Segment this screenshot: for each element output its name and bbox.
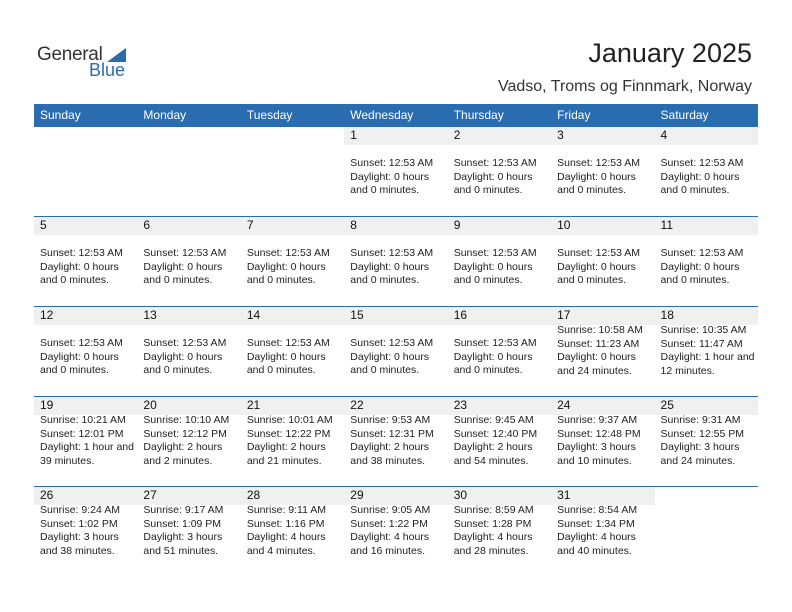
- daylight-duration: and 0 minutes.: [350, 184, 420, 196]
- day-number: 10: [557, 218, 571, 232]
- calendar-day-cell: [448, 127, 551, 216]
- calendar-day-cell: [137, 397, 240, 486]
- logo-word-blue: Blue: [89, 60, 126, 80]
- daylight-duration: Daylight: 2 hours: [350, 441, 430, 453]
- day-sun-info: [143, 337, 226, 378]
- daylight-duration: and 0 minutes.: [350, 274, 420, 286]
- calendar-week-row: [34, 486, 758, 576]
- day-number: 8: [350, 218, 357, 232]
- sunset-time: Sunset: 12:31 PM: [350, 427, 434, 440]
- day-number: 30: [453, 488, 468, 502]
- calendar-day-cell: [34, 127, 137, 216]
- calendar-day-cell: [137, 127, 240, 216]
- sunrise-time: Sunrise: 9:11 AM: [246, 504, 327, 516]
- day-sun-info: [557, 157, 640, 198]
- day-sun-info: [350, 157, 433, 198]
- daylight-duration: Daylight: 0 hours: [143, 350, 223, 363]
- day-sun-info: [143, 414, 229, 468]
- day-number-strip: [344, 217, 447, 235]
- daylight-duration: and 0 minutes.: [246, 364, 316, 376]
- daylight-duration: Daylight: 2 hours: [143, 441, 223, 453]
- sunset-time: Sunset: 11:23 AM: [557, 337, 640, 350]
- day-sun-info: [557, 324, 643, 378]
- day-number: 5: [40, 218, 47, 232]
- daylight-duration: and 28 minutes.: [453, 544, 529, 557]
- day-number-strip: [241, 217, 344, 235]
- sunrise-time: Sunrise: 9:45 AM: [453, 414, 534, 426]
- location-subtitle: Vadso, Troms og Finnmark, Norway: [497, 78, 752, 95]
- day-sun-info: [40, 337, 123, 378]
- calendar-day-cell: [655, 397, 758, 486]
- daylight-duration: Daylight: 0 hours: [660, 170, 740, 183]
- calendar-day-cell: [137, 487, 240, 576]
- daylight-duration: and 38 minutes.: [40, 544, 115, 557]
- calendar-day-cell: [344, 307, 447, 396]
- calendar-day-cell: [241, 217, 344, 306]
- day-number: 6: [143, 218, 151, 232]
- sunrise-time: Sunrise: 10:58 AM: [557, 324, 643, 336]
- calendar-day-cell: [551, 307, 654, 396]
- sunrise-time: Sunrise: 8:59 AM: [453, 504, 534, 516]
- sunrise-time: Sunrise: 9:37 AM: [557, 414, 638, 426]
- daylight-duration: Daylight: 0 hours: [40, 260, 119, 273]
- calendar-day-cell: [448, 307, 551, 396]
- sunrise-time: Sunrise: 9:17 AM: [143, 504, 224, 516]
- day-sun-info: [350, 337, 433, 378]
- sunset-time: Sunset: 12:12 PM: [143, 427, 227, 440]
- day-number-strip: [551, 127, 654, 145]
- calendar-day-cell: [551, 397, 654, 486]
- daylight-duration: and 4 minutes.: [246, 544, 316, 557]
- daylight-duration: Daylight: 2 hours: [453, 441, 533, 453]
- day-sun-info: [661, 247, 744, 288]
- daylight-duration: and 21 minutes.: [246, 454, 322, 467]
- daylight-duration: and 10 minutes.: [557, 454, 632, 467]
- daylight-duration: Daylight: 0 hours: [453, 260, 533, 273]
- calendar-day-cell: [241, 307, 344, 396]
- sunset-time: Sunset: 12:53 AM: [40, 337, 123, 349]
- sunset-time: Sunset: 12:53 AM: [143, 337, 227, 349]
- day-sun-info: [247, 337, 330, 378]
- day-number: 27: [143, 488, 157, 502]
- sunset-time: Sunset: 1:34 PM: [557, 517, 635, 530]
- daylight-duration: Daylight: 0 hours: [557, 260, 636, 273]
- calendar-day-cell: [241, 487, 344, 576]
- daylight-duration: and 0 minutes.: [246, 274, 316, 286]
- daylight-duration: Daylight: 1 hour and: [660, 351, 755, 363]
- day-number: 19: [40, 398, 54, 412]
- calendar-day-cell: [655, 307, 758, 396]
- sunrise-time: Sunrise: 10:35 AM: [660, 324, 747, 336]
- calendar-day-cell: [448, 397, 551, 486]
- sunset-time: Sunset: 12:53 AM: [660, 247, 744, 259]
- weekday-header: [34, 104, 758, 126]
- sunset-time: Sunset: 12:48 PM: [557, 427, 641, 440]
- calendar-day-cell: [344, 217, 447, 306]
- sunrise-time: Sunrise: 10:21 AM: [40, 414, 126, 426]
- calendar-week-row: [34, 396, 758, 486]
- daylight-duration: and 16 minutes.: [350, 544, 425, 557]
- day-sun-info: [143, 504, 223, 558]
- calendar-day-cell: [34, 487, 137, 576]
- day-sun-info: [350, 247, 433, 288]
- day-sun-info: [350, 414, 433, 468]
- day-number: 1: [350, 128, 357, 142]
- day-number: 26: [40, 488, 54, 502]
- sunset-time: Sunset: 1:02 PM: [40, 517, 118, 530]
- day-number: 2: [453, 128, 461, 142]
- day-sun-info: [143, 247, 226, 288]
- day-sun-info: [661, 414, 744, 468]
- weekday-monday: Monday: [143, 108, 187, 122]
- day-number: 17: [557, 308, 571, 322]
- sunset-time: Sunset: 12:55 PM: [660, 427, 744, 440]
- daylight-duration: and 24 minutes.: [660, 454, 736, 467]
- daylight-duration: and 0 minutes.: [660, 274, 730, 286]
- daylight-duration: Daylight: 0 hours: [660, 260, 740, 273]
- day-number: 21: [246, 398, 261, 412]
- sunset-time: Sunset: 12:53 AM: [557, 157, 640, 169]
- daylight-duration: and 0 minutes.: [557, 274, 626, 286]
- day-sun-info: [40, 504, 120, 558]
- day-number: 15: [350, 308, 364, 322]
- day-number: 28: [246, 488, 261, 502]
- day-sun-info: [40, 247, 123, 288]
- day-sun-info: [247, 414, 333, 468]
- daylight-duration: Daylight: 0 hours: [557, 170, 636, 183]
- daylight-duration: and 0 minutes.: [143, 274, 213, 286]
- weekday-sunday: Sunday: [40, 108, 81, 122]
- calendar-day-cell: [551, 487, 654, 576]
- daylight-duration: Daylight: 0 hours: [246, 260, 326, 273]
- brand-logo: [37, 44, 137, 80]
- sunset-time: Sunset: 12:53 AM: [453, 157, 537, 169]
- sunset-time: Sunset: 12:53 AM: [350, 247, 434, 259]
- day-number: 13: [143, 308, 157, 322]
- sunrise-time: Sunrise: 9:53 AM: [350, 414, 431, 426]
- calendar-week-row: [34, 126, 758, 216]
- daylight-duration: Daylight: 2 hours: [246, 441, 326, 453]
- day-number-strip: [448, 127, 551, 145]
- sunset-time: Sunset: 12:53 AM: [40, 247, 123, 259]
- logo-word-general: General: [37, 44, 103, 65]
- weekday-wednesday: Wednesday: [350, 108, 414, 122]
- daylight-duration: Daylight: 0 hours: [40, 350, 119, 363]
- calendar-day-cell: [344, 397, 447, 486]
- sunrise-time: Sunrise: 9:05 AM: [350, 504, 431, 516]
- page-title: January 2025: [588, 38, 752, 68]
- day-sun-info: [454, 247, 537, 288]
- daylight-duration: Daylight: 0 hours: [350, 350, 430, 363]
- daylight-duration: Daylight: 3 hours: [660, 441, 740, 453]
- sunset-time: Sunset: 1:16 PM: [246, 517, 325, 530]
- day-number-strip: [137, 217, 240, 235]
- daylight-duration: Daylight: 4 hours: [350, 531, 430, 543]
- day-number: 3: [557, 128, 564, 142]
- daylight-duration: and 24 minutes.: [557, 364, 632, 377]
- daylight-duration: and 0 minutes.: [557, 184, 626, 196]
- day-sun-info: [247, 504, 326, 558]
- day-number: 25: [660, 398, 674, 412]
- day-sun-info: [454, 337, 537, 378]
- daylight-duration: and 0 minutes.: [350, 364, 420, 376]
- daylight-duration: Daylight: 3 hours: [40, 531, 119, 543]
- weekday-tuesday: Tuesday: [246, 108, 293, 122]
- daylight-duration: Daylight: 3 hours: [557, 441, 636, 453]
- calendar-day-cell: [34, 217, 137, 306]
- day-number: 14: [246, 308, 261, 322]
- calendar-day-cell: [448, 487, 551, 576]
- sunset-time: Sunset: 11:47 AM: [660, 337, 743, 350]
- day-number-strip: [34, 217, 137, 235]
- daylight-duration: Daylight: 1 hour and: [40, 441, 134, 453]
- calendar-week-row: [34, 306, 758, 396]
- day-number: 7: [246, 218, 254, 232]
- sunset-time: Sunset: 12:53 AM: [453, 337, 537, 349]
- day-number: 18: [660, 308, 674, 322]
- daylight-duration: Daylight: 4 hours: [453, 531, 533, 543]
- day-sun-info: [350, 504, 430, 558]
- calendar-day-cell: [137, 217, 240, 306]
- sunset-time: Sunset: 12:01 PM: [40, 427, 124, 440]
- day-number: 24: [557, 398, 571, 412]
- calendar-day-cell: [655, 487, 758, 576]
- day-number-strip: [344, 127, 447, 145]
- weekday-friday: Friday: [557, 108, 591, 122]
- sunset-time: Sunset: 12:53 AM: [143, 247, 227, 259]
- day-number: 11: [660, 218, 673, 232]
- daylight-duration: and 2 minutes.: [143, 454, 213, 467]
- day-sun-info: [661, 324, 755, 378]
- calendar-day-cell: [655, 217, 758, 306]
- day-sun-info: [557, 247, 640, 288]
- day-number: 9: [453, 218, 461, 232]
- sunset-time: Sunset: 12:53 AM: [557, 247, 640, 259]
- sunset-time: Sunset: 12:53 AM: [453, 247, 537, 259]
- day-number: 29: [350, 488, 364, 502]
- day-number: 22: [350, 398, 364, 412]
- day-number: 12: [40, 308, 54, 322]
- sunset-time: Sunset: 12:22 PM: [246, 427, 331, 440]
- calendar-day-cell: [241, 397, 344, 486]
- sunset-time: Sunset: 12:53 AM: [246, 337, 330, 349]
- daylight-duration: Daylight: 0 hours: [143, 260, 223, 273]
- day-sun-info: [557, 504, 637, 558]
- daylight-duration: Daylight: 0 hours: [246, 350, 326, 363]
- sunrise-time: Sunrise: 10:01 AM: [246, 414, 333, 426]
- calendar-day-cell: [34, 397, 137, 486]
- sunset-time: Sunset: 1:09 PM: [143, 517, 222, 530]
- sunrise-time: Sunrise: 9:31 AM: [660, 414, 741, 426]
- sunrise-time: Sunrise: 8:54 AM: [557, 504, 638, 516]
- weekday-saturday: Saturday: [660, 108, 709, 122]
- daylight-duration: and 0 minutes.: [453, 364, 523, 376]
- day-number: 20: [143, 398, 157, 412]
- daylight-duration: and 0 minutes.: [453, 184, 523, 196]
- sunrise-time: Sunrise: 10:10 AM: [143, 414, 230, 426]
- day-sun-info: [454, 504, 534, 558]
- daylight-duration: and 0 minutes.: [40, 274, 109, 286]
- calendar-day-cell: [344, 127, 447, 216]
- daylight-duration: and 0 minutes.: [660, 184, 730, 196]
- daylight-duration: Daylight: 4 hours: [246, 531, 326, 543]
- daylight-duration: and 51 minutes.: [143, 544, 219, 557]
- calendar-day-cell: [241, 127, 344, 216]
- daylight-duration: Daylight: 0 hours: [453, 350, 533, 363]
- sunset-time: Sunset: 12:53 AM: [246, 247, 330, 259]
- day-sun-info: [247, 247, 330, 288]
- day-number: 23: [453, 398, 468, 412]
- daylight-duration: and 38 minutes.: [350, 454, 425, 467]
- daylight-duration: Daylight: 0 hours: [350, 170, 430, 183]
- day-sun-info: [557, 414, 640, 468]
- sunrise-time: Sunrise: 9:24 AM: [40, 504, 120, 516]
- day-number: 16: [453, 308, 468, 322]
- daylight-duration: 39 minutes.: [40, 454, 95, 467]
- daylight-duration: Daylight: 4 hours: [557, 531, 636, 543]
- daylight-duration: and 54 minutes.: [453, 454, 529, 467]
- day-sun-info: [454, 414, 537, 468]
- day-number: 31: [557, 488, 571, 502]
- daylight-duration: and 0 minutes.: [40, 364, 109, 376]
- sunset-time: Sunset: 1:28 PM: [453, 517, 532, 530]
- sunset-time: Sunset: 12:53 AM: [350, 157, 434, 169]
- day-number: 4: [660, 128, 668, 142]
- day-number-strip: [655, 127, 758, 145]
- calendar-day-cell: [551, 127, 654, 216]
- sunset-time: Sunset: 12:53 AM: [350, 337, 434, 349]
- daylight-duration: Daylight: 0 hours: [557, 351, 636, 363]
- daylight-duration: Daylight: 0 hours: [350, 260, 430, 273]
- calendar-day-cell: [34, 307, 137, 396]
- sunset-time: Sunset: 1:22 PM: [350, 517, 428, 530]
- daylight-duration: and 0 minutes.: [143, 364, 213, 376]
- day-sun-info: [40, 414, 134, 468]
- daylight-duration: Daylight: 0 hours: [453, 170, 533, 183]
- day-sun-info: [661, 157, 744, 198]
- day-sun-info: [454, 157, 537, 198]
- calendar-day-cell: [551, 217, 654, 306]
- daylight-duration: and 0 minutes.: [453, 274, 523, 286]
- weekday-thursday: Thursday: [453, 108, 504, 122]
- daylight-duration: Daylight: 3 hours: [143, 531, 223, 543]
- calendar-week-row: [34, 216, 758, 306]
- calendar-day-cell: [344, 487, 447, 576]
- calendar-day-cell: [448, 217, 551, 306]
- sunset-time: Sunset: 12:40 PM: [453, 427, 538, 440]
- calendar-day-cell: [655, 127, 758, 216]
- calendar-day-cell: [137, 307, 240, 396]
- daylight-duration: 12 minutes.: [660, 364, 715, 377]
- day-number-strip: [448, 217, 551, 235]
- daylight-duration: and 40 minutes.: [557, 544, 632, 557]
- sunset-time: Sunset: 12:53 AM: [660, 157, 744, 169]
